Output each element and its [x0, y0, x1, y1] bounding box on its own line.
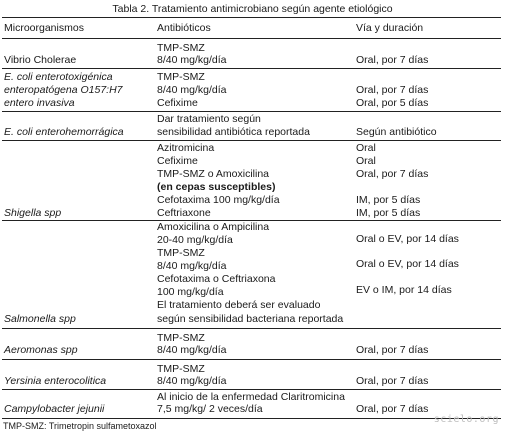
row-3-rule [2, 140, 501, 141]
row-8-route: Oral, por 7 días [356, 403, 429, 415]
row-2-organism-line-1: E. coli enterotoxigénica [4, 71, 113, 83]
row-5-route-line-3: EV o IM, por 14 días [356, 284, 452, 296]
row-4-antibiotic-line-2: Cefixime [157, 155, 198, 167]
row-7-antibiotic-line-2: 8/40 mg/kg/día [157, 375, 227, 387]
row-1-route: Oral, por 7 días [356, 54, 429, 66]
row-6-organism: Aeromonas spp [4, 344, 78, 356]
row-4-antibiotic-line-4: (en cepas susceptibles) [157, 181, 276, 193]
row-5-antibiotic-line-2: 20-40 mg/kg/día [157, 234, 233, 246]
row-4-antibiotic-line-1: Azitromicina [157, 142, 215, 154]
header-rule [2, 38, 501, 39]
row-7-antibiotic-line-1: TMP-SMZ [157, 363, 205, 375]
row-2-route-line-2: Oral, por 5 días [356, 97, 429, 109]
row-1-antibiotic-line-2: 8/40 mg/kg/día [157, 54, 227, 66]
row-5-route-line-1: Oral o EV, por 14 días [356, 233, 459, 245]
row-2-antibiotic-line-1: TMP-SMZ [157, 71, 205, 83]
row-6-antibiotic-line-1: TMP-SMZ [157, 332, 205, 344]
row-6-rule [2, 359, 501, 360]
header-route: Vía y duración [356, 22, 424, 34]
row-4-antibiotic-line-3: TMP-SMZ o Amoxicilina [157, 168, 270, 180]
row-5-route-line-2: Oral o EV, por 14 días [356, 258, 459, 270]
row-4-route-line-3: Oral, por 7 días [356, 168, 429, 180]
row-7-organism: Yersinia enterocolitica [4, 375, 107, 387]
row-5-antibiotic-line-8: según sensibilidad bacteriana reportada [157, 313, 344, 325]
row-5-antibiotic-line-1: Amoxicilina o Ampicilina [157, 221, 270, 233]
row-2-rule [2, 111, 501, 112]
row-5-antibiotic-line-3: TMP-SMZ [157, 247, 205, 259]
table-bottom-rule [2, 418, 501, 419]
row-5-rule [2, 328, 501, 329]
row-5-antibiotic-line-7: El tratamiento deberá ser evaluado [157, 299, 321, 311]
table-caption: Tabla 2. Tratamiento antimicrobiano según agente etiológico [112, 3, 393, 15]
row-2-organism-line-2: enteropatógena O157:H7 [4, 84, 123, 96]
row-3-antibiotic-line-2: sensibilidad antibiótica reportada [157, 126, 310, 138]
row-8-antibiotic-line-2: 7,5 mg/kg/ 2 veces/día [157, 403, 263, 415]
row-1-antibiotic-line-1: TMP-SMZ [157, 42, 205, 54]
row-4-antibiotic-line-5: Cefotaxima 100 mg/kg/día [157, 194, 280, 206]
row-1-rule [2, 68, 501, 69]
table-top-rule [2, 17, 501, 18]
row-1-organism: Vibrio Cholerae [4, 54, 77, 66]
row-2-antibiotic-line-3: Cefixime [157, 97, 198, 109]
row-5-organism: Salmonella spp [4, 313, 76, 325]
row-8-antibiotic-line-1: Al inicio de la enfermedad Claritromicina [157, 391, 345, 403]
header-antibiotics: Antibióticos [157, 22, 211, 34]
row-3-organism: E. coli enterohemorrágica [4, 126, 124, 138]
watermark: scielo.org [433, 414, 499, 425]
row-4-route-line-2: Oral [356, 155, 376, 167]
row-7-route: Oral, por 7 días [356, 375, 429, 387]
row-2-antibiotic-line-2: 8/40 mg/kg/día [157, 84, 227, 96]
header-microorganisms: Microorganismos [4, 22, 84, 34]
row-6-antibiotic-line-2: 8/40 mg/kg/día [157, 344, 227, 356]
row-4-route-line-5: IM, por 5 días [356, 194, 421, 206]
row-8-organism: Campylobacter jejunii [4, 403, 105, 415]
row-3-route: Según antibiótico [356, 126, 437, 138]
row-5-antibiotic-line-4: 8/40 mg/kg/día [157, 260, 227, 272]
row-3-antibiotic-line-1: Dar tratamiento según [157, 113, 261, 125]
row-6-route: Oral, por 7 días [356, 344, 429, 356]
table-footnote: TMP-SMZ: Trimetropin sulfametoxazol [3, 421, 157, 431]
row-5-antibiotic-line-5: Cefotaxima o Ceftriaxona [157, 273, 276, 285]
row-4-route-line-6: IM, por 5 días [356, 207, 421, 219]
row-7-rule [2, 389, 501, 390]
row-4-antibiotic-line-6: Ceftriaxone [157, 207, 211, 219]
row-2-organism-line-3: entero invasiva [4, 97, 75, 109]
row-5-antibiotic-line-6: 100 mg/kg/día [157, 286, 224, 298]
row-2-route-line-1: Oral, por 7 días [356, 84, 429, 96]
row-4-route-line-1: Oral [356, 142, 376, 154]
row-4-organism: Shigella spp [4, 207, 62, 219]
